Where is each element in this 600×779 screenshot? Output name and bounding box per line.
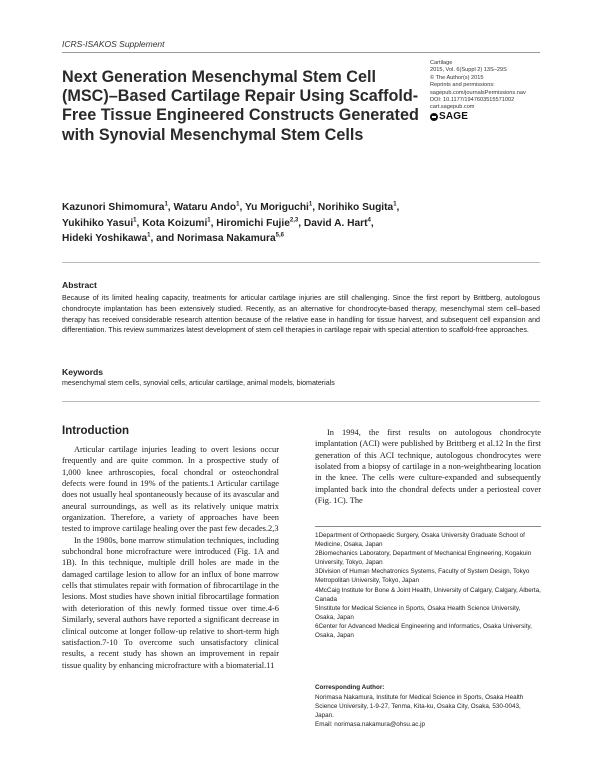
author-name: Hiromichi Fujie [216,217,290,229]
journal-site[interactable]: cart.sagepub.com [430,104,475,111]
author-name: Norihiko Sugita [317,202,394,213]
author-affiliation-mark: 4 [367,217,371,224]
author-affiliation-mark: 1 [133,217,137,224]
corresponding-email[interactable]: Email: norimasa.nakamura@ohsu.ac.jp [315,721,425,729]
author-affiliation-mark: 1 [207,217,211,224]
publisher-name: SAGE [439,111,469,123]
doi[interactable]: DOI: 10.1177/1947603515571002 [430,97,515,104]
abstract-heading: Abstract [62,280,97,290]
author-name: Wataru Ando [173,202,237,213]
author-name: Kazunori Shimomura [62,202,165,213]
author-affiliation-mark: 1 [147,232,151,239]
author-affiliation-mark: 1 [308,201,313,208]
author [173,202,239,213]
article-title: Next Generation Mesenchymal Stem Cell (MSC)–Based Cartilage Repair Using Scaffold-Free Tissue Engineered Constructs Generated with Synovial Mesenchymal Stem Cells [62,68,419,144]
intro-paragraph-3: In 1994, the first results on autologous chondrocyte implantation (ACI) were published by Brittberg et al.12 In the first generation of this ACI technique, autologous chondrocytes were isolated from a biopsy of cartilage in a non-weightbearing location in the knee. The cells were culture-expanded and subsequently implanted back into the chondral defects under a periosteal cover (Fig. 1C). The [315,428,541,506]
affiliations [315,531,541,640]
author-list: Kazunori Shimomura$^1$, Wataru Ando$^1$, Yu Moriguchi$^1$, Norihiko Sugita$^1$, Yukihiko Yasui$^1$, Kota Koizumi$^1$, Hiromichi Fujie$^{2,3}$, David A. Hart$^4$, Hideki Yoshikawa$^1$, and Norimasa Nakamura$^{5,6}$ [62,201,400,244]
author-name: Norimasa Nakamura [177,233,276,244]
corresponding-author [315,683,541,729]
affiliation-item: 3Division of Human Mechatronics Systems, Faculty of System Design, Tokyo Metropolitan University, Tokyo, Japan [315,568,530,585]
abstract-text: Because of its limited healing capacity, treatments for articular cartilage injuries are still challenging. Since the first report by Brittberg, autologous chondrocyte implantation has been extensively studied. Recently, as an alternative for chondrocyte-based therapy, mesenchymal stem cell–based therapy has received considerable research attention because of the relative ease in handling for tissue harvest, and subsequent cell expansion and differentiation. This review summarizes latest development of stem cell therapies in cartilage repair with special attention to scaffold-free approaches. [62,294,540,335]
affiliation-item: 5Institute for Medical Science in Sports, Osaka Health Science University, Osaka, Japan [315,604,521,621]
affiliation-item: 1Department of Orthopaedic Surgery, Osaka University Graduate School of Medicine, Osaka, Japan [315,532,525,549]
affiliation-item: 2Biomechanics Laboratory, Department of Mechanical Engineering, Kogakuin University, Tokyo, Japan [315,550,532,567]
author [177,233,284,244]
author-name: Yu Moriguchi [244,202,309,213]
divider [62,401,540,402]
reprints-link[interactable]: sagepub.com/journalsPermissions.nav [430,89,526,96]
affiliation-item: 4McCaig Institute for Bone & Joint Health, University of Calgary, Calgary, Alberta, Canada [315,586,541,603]
journal-volume: 2015, Vol. 6(Suppl 2) 13S–29S [430,67,507,74]
corresponding-label: Corresponding Author: [315,684,385,691]
author-affiliation-mark: 1 [393,201,397,208]
author [142,218,210,229]
running-head: ICRS-ISAKOS Supplement [62,39,165,49]
corresponding-text: Norimasa Nakamura, Institute for Medical Science in Sports, Osaka Health Science University, 1-9-27, Tenma, Kita-ku, Osaka City, Osaka, 530-0043, Japan. [315,694,524,720]
author [245,202,312,213]
reprints-label: Reprints and permissions: [430,82,495,89]
author [62,202,168,213]
intro-paragraph-1: Articular cartilage injuries leading to overt lesions occur frequently and are quite common. In a prospective study of 1,000 knee arthroscopies, focal chondral or osteochondral defects were found in 19% of the patients.1 Articular cartilage does not usually heal spontaneously because of its avascular and aneural surroundings, as well as its relatively unique matrix organization. Therefore, a variety of approaches have been tested to improve cartilage healing over the past few decades.2,3 [62,445,279,534]
sage-logo-icon [430,113,438,121]
left-column [62,444,279,671]
header-rule [62,52,540,53]
author-name: Hideki Yoshikawa [62,233,148,244]
author-affiliation-mark: 2,3 [289,217,299,224]
copyright: © The Author(s) 2015 [430,74,484,81]
affiliation-item: 6Center for Advanced Medical Engineering and Informatics, Osaka University, Osaka, Japan [315,622,532,640]
author-affiliation-mark: 1 [236,201,240,208]
author [304,218,371,229]
intro-paragraph-2: In the 1980s, bone marrow stimulation techniques, including subchondral bone microfracture were introduced (Fig. 1A and 1B). In this technique, multiple drill holes are made in the damaged cartilage lesion to allow for an influx of bone marrow cells that stimulates repair with formation of fibrocartilage in the lesions. Most studies have shown initial fibrocartilage formation with deterioration of this newly formed tissue over time.4-6 Similarly, several authors have reported a significant decrease in clinical outcome at longer follow-up relative to short-term high satisfaction.7-10 To overcome such unsatisfactory clinical results, a recent study has shown an improvement in repair tissue quality by enhancing microfracture with a biomaterial.11 [62,535,279,670]
introduction-heading: Introduction [62,425,130,437]
author-affiliation-mark: 5,6 [275,232,284,239]
divider [62,262,540,263]
author [62,233,150,244]
author-name: Yukihiko Yasui [62,217,134,229]
author [62,218,137,229]
keywords-heading: Keywords [62,367,104,377]
sage-logo [430,113,560,121]
keywords-text: mesenchymal stem cells, synovial cells, articular cartilage, animal models, biomaterials [62,379,335,387]
footnote-rule [315,526,541,527]
author-name: Kota Koizumi [142,217,208,229]
right-column [315,427,541,506]
author-affiliation-mark: 1 [164,201,168,208]
journal-name: Cartilage [430,60,453,66]
author [318,202,397,213]
author [216,218,298,229]
journal-meta [430,60,560,121]
author-name: David A. Hart [303,217,368,229]
